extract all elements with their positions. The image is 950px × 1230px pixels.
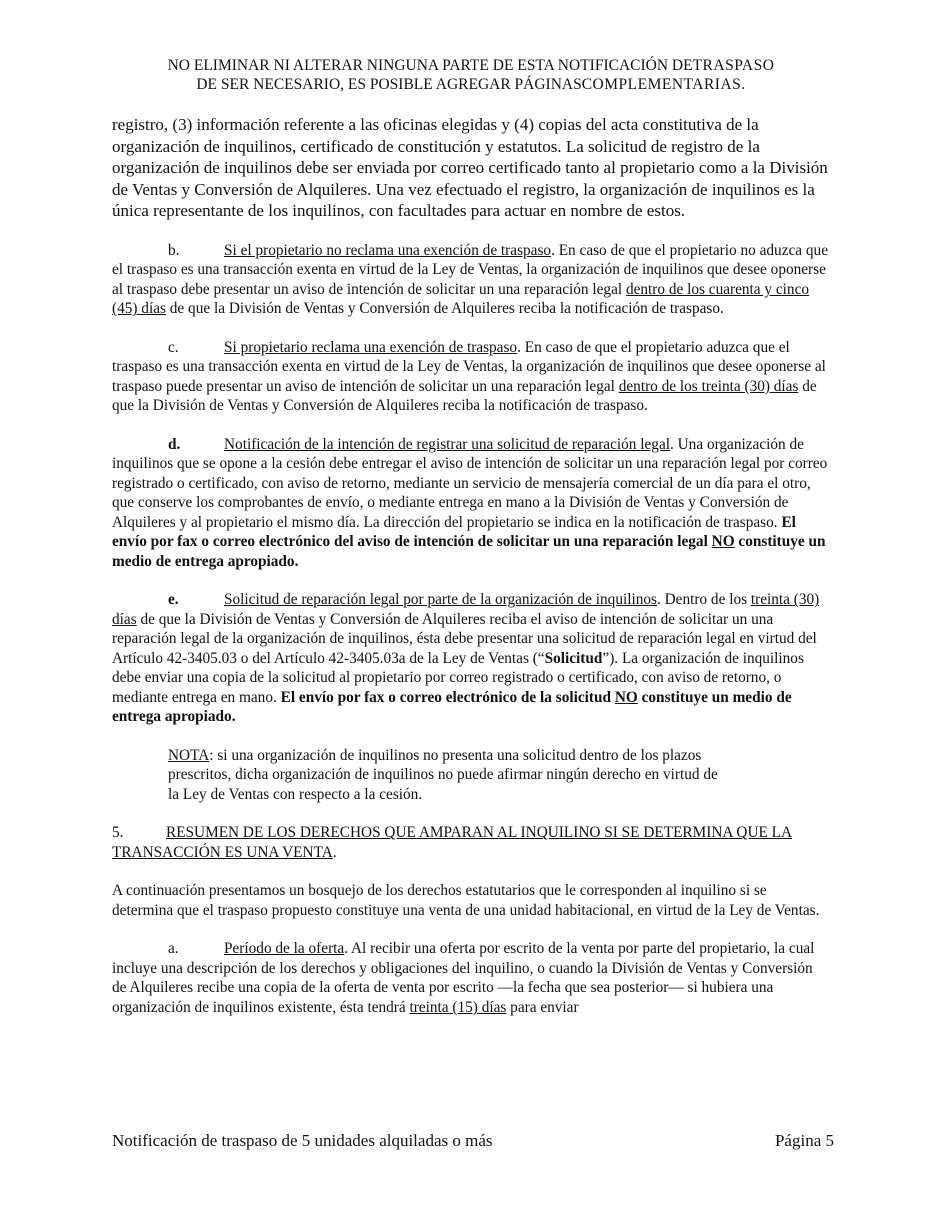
section-5-heading: 5. RESUMEN DE LOS DERECHOS QUE AMPARAN AL INQUILINO SI SE DETERMINA QUE LA TRANSACCIÓN ES UNA VENTA. [112,824,793,861]
item-label: d. [168,435,181,453]
item-label: a. [168,940,179,958]
section-title: RESUMEN DE LOS DERECHOS QUE AMPARAN AL INQUILINO SI SE DETERMINA QUE LA TRANSACCIÓN ES UNA VENTA [112,824,793,861]
item-title: Período de la oferta [224,940,345,958]
footer-title: Notificación de traspaso de 5 unidades alquiladas o más [112,1131,493,1150]
paragraph-d: d. Notificación de la intención de registrar una solicitud de reparación legal. Una organización de inquilinos que se opone a la cesión debe entregar el aviso de intención de solicitar un una reparación legal por correo registrado o certificado, con aviso de retorno, mediante un servicio de mensajería comercial de un día para el otro, que conserve los comprobantes de envío, o mediante entrega en mano a la División de Ventas y Conversión de Alquileres y al propietario el mismo día. La dirección del propietario se indica en la notificación de traspaso. El envío por fax o correo electrónico del aviso de intención de solicitar un una reparación legal NO constituye un medio de entrega apropiado. [112,435,828,570]
header-line2-end: COMPLEMENTARIAS. [581,76,746,93]
item-label: b. [168,241,180,259]
page-header [112,56,830,94]
section-number: 5. [112,824,124,842]
summary-paragraph: A continuación presentamos un bosquejo de los derechos estatutarios que le corresponden al inquilino si se determina que el traspaso propuesto constituye una venta de una unidad habitacional, en virtud de la Ley de Ventas. [112,882,820,919]
item-title: Solicitud de reparación legal por parte de la organización de inquilinos [224,591,657,609]
paragraph-c: c. Si propietario reclama una exención de traspaso. En caso de que el propietario aduzca que el traspaso es una transacción exenta en virtud de la Ley de Ventas, la organización de inquilinos que desee oponerse al traspaso puede presentar un aviso de intención de solicitar un una reparación legal dentro de los treinta (30) días de que la División de Ventas y Conversión de Alquileres reciba la notificación de traspaso. [112,338,826,415]
item-label: c. [168,338,179,356]
paragraph-b: b. Si el propietario no reclama una exención de traspaso. En caso de que el propietario no aduzca que el traspaso es una transacción exenta en virtud de la Ley de Ventas, la organización de inquilinos que desee oponerse al traspaso debe presentar un aviso de intención de solicitar un una reparación legal dentro de los cuarenta y cinco (45) días de que la División de Ventas y Conversión de Alquileres reciba la notificación de traspaso. [112,241,828,318]
paragraph-a: a. Período de la oferta. Al recibir una oferta por escrito de la venta por parte del propietario, la cual incluye una descripción de los derechos y obligaciones del inquilino, o cuando la División de Ventas y Conversión de Alquileres recibe una copia de la oferta de venta por escrito —la fecha que sea posterior— si hubiera una organización de inquilinos existente, ésta tendrá treinta (15) días para enviar [112,940,815,1016]
page-number: Página 5 [774,1131,834,1150]
note-label: NOTA [168,746,210,764]
header-line2: DE SER NECESARIO, ES POSIBLE AGREGAR PÁGINAS [196,76,582,93]
page-footer [112,1130,834,1152]
note-paragraph: NOTA: si una organización de inquilinos no presenta una solicitud dentro de los plazos prescritos, dicha organización de inquilinos no puede afirmar ningún derecho en virtud de la Ley de Ventas con respecto a la cesión. [168,746,718,803]
item-title: Notificación de la intención de registrar una solicitud de reparación legal [224,435,670,453]
item-label: e. [168,591,179,609]
document-page [112,56,830,1036]
item-title: Si propietario reclama una exención de traspaso [224,338,518,356]
intro-paragraph: registro, (3) información referente a las oficinas elegidas y (4) copias del acta constitutiva de la organización de inquilinos, certificado de constitución y estatutos. La solicitud de registro de la organización de inquilinos debe ser enviada por correo certificado tanto al propietario como a la División de Ventas y Conversión de Alquileres. Una vez efectuado el registro, la organización de inquilinos es la única representante de los inquilinos, con facultades para actuar en nombre de estos. [112,115,828,221]
paragraph-e: e. Solicitud de reparación legal por parte de la organización de inquilinos. Dentro de los treinta (30) días de que la División de Ventas y Conversión de Alquileres reciba el aviso de intención de solicitar un una reparación legal de la organización de inquilinos, ésta debe presentar una solicitud de reparación legal en virtud del Artículo 42-3405.03 o del Artículo 42-3405.03a de la Ley de Ventas (“Solicitud”). La organización de inquilinos debe enviar una copia de la solicitud al propietario por correo registrado o certificado, con aviso de retorno, o mediante entrega en mano. El envío por fax o correo electrónico de la solicitud NO constituye un medio de entrega apropiado. [112,591,820,726]
header-line1-end: TRASPASO [692,57,775,74]
header-line1: NO ELIMINAR NI ALTERAR NINGUNA PARTE DE ESTA NOTIFICACIÓN DE [167,57,693,74]
item-title: Si el propietario no reclama una exención de traspaso [224,241,552,259]
